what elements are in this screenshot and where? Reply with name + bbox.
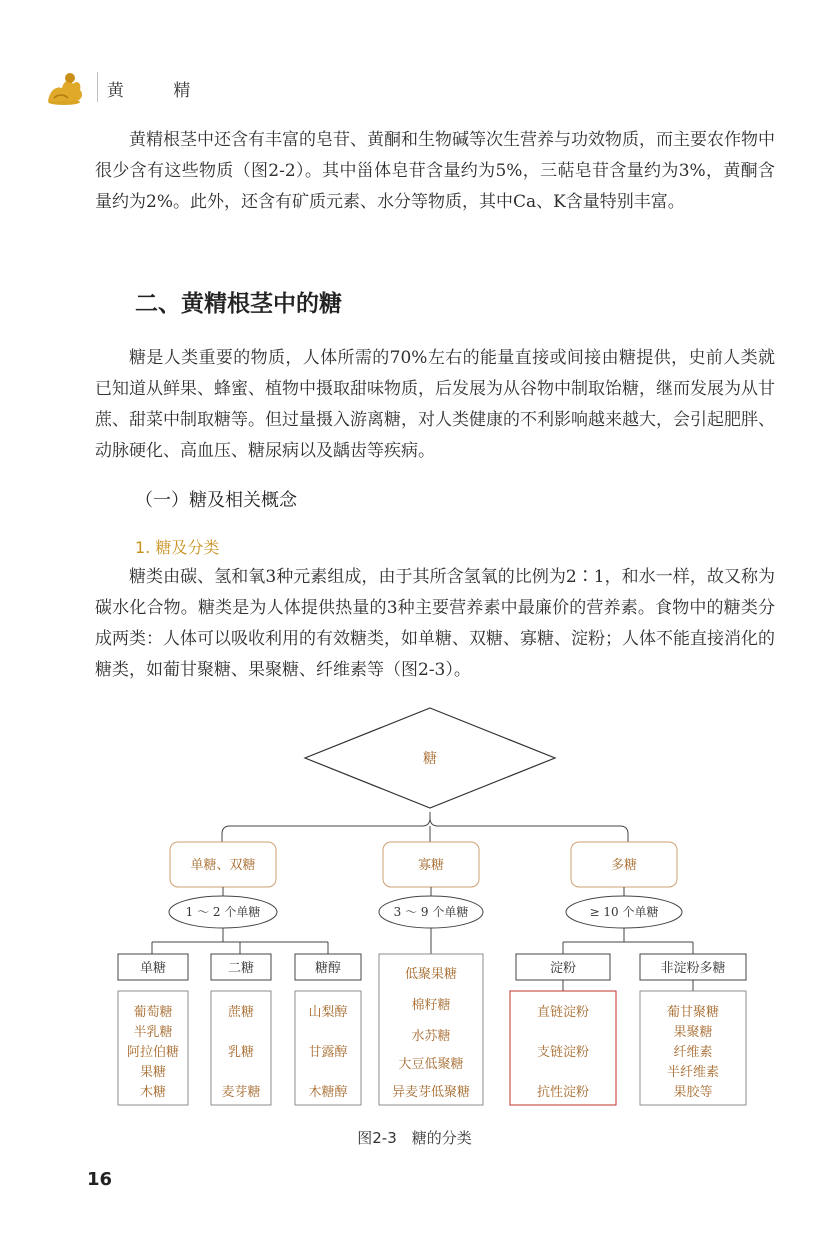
item-paragraph: 糖类由碳、氢和氧3种元素组成，由于其所含氢氧的比例为2∶1，和水一样，故又称为碳水化合物。糖类是为人体提供热量的3种主要营养素中最廉价的营养素。食物中的糖类分成两类：人体可以吸收利用的有效糖类，如单糖、双糖、寡糖、淀粉；人体不能直接消化的糖类，如葡甘聚糖、果聚糖、纤维素等（图2-3）。 bbox=[95, 567, 775, 680]
category-label-di: 二糖 bbox=[227, 961, 255, 976]
intro-paragraph: 黄精根茎中还含有丰富的皂苷、黄酮和生物碱等次生营养与功效物质，而主要农作物中很少含有这些物质（图2-2）。其中甾体皂苷含量约为5%，三萜皂苷含量约为3%，黄酮含量约为2%。此外，还含有矿质元素、水分等物质，其中Ca、K含量特别丰富。 bbox=[95, 130, 775, 212]
item-di: 乳糖 bbox=[227, 1045, 255, 1060]
item-oligo: 大豆低聚糖 bbox=[398, 1057, 464, 1072]
group-count-poly: ≥ 10 个单糖 bbox=[589, 905, 659, 919]
item-di: 蔗糖 bbox=[227, 1005, 255, 1020]
subsection-heading: （一）糖及相关概念 bbox=[135, 490, 297, 511]
category-label-mono: 单糖 bbox=[139, 961, 167, 976]
section-paragraph: 糖是人类重要的物质，人体所需的70%左右的能量直接或间接由糖提供，史前人类就已知道从鲜果、蜂蜜、植物中摄取甜味物质，后发展为从谷物中制取饴糖，继而发展为从甘蔗、甜菜中制取糖等。但过量摄入游离糖，对人类健康的不利影响越来越大，会引起肥胖、动脉硬化、高血压、糖尿病以及龋齿等疾病。 bbox=[95, 348, 775, 461]
page-number: 16 bbox=[87, 1169, 113, 1190]
group-count-mono-di: 1 ～ 2 个单糖 bbox=[185, 905, 261, 919]
group-name-mono-di: 单糖、双糖 bbox=[190, 858, 256, 873]
golden-figure-logo-icon bbox=[40, 68, 88, 106]
item-nonstarch: 葡甘聚糖 bbox=[666, 1005, 720, 1020]
category-label-nonstarch: 非淀粉多糖 bbox=[660, 961, 726, 976]
item-starch: 抗性淀粉 bbox=[536, 1085, 590, 1100]
category-label-starch: 淀粉 bbox=[549, 961, 577, 976]
item-oligo: 异麦芽低聚糖 bbox=[391, 1085, 471, 1100]
item-mono: 葡萄糖 bbox=[133, 1005, 173, 1020]
category-label-alcohol: 糖醇 bbox=[314, 961, 342, 976]
root-label: 糖 bbox=[423, 751, 437, 767]
header-divider bbox=[97, 72, 98, 102]
item-mono: 果糖 bbox=[139, 1065, 167, 1080]
item-heading: 1. 糖及分类 bbox=[135, 538, 220, 557]
item-starch: 直链淀粉 bbox=[536, 1005, 590, 1020]
item-mono: 半乳糖 bbox=[133, 1025, 173, 1040]
item-nonstarch: 果胶等 bbox=[673, 1085, 713, 1100]
item-alcohol: 甘露醇 bbox=[308, 1045, 348, 1060]
item-di: 麦芽糖 bbox=[221, 1085, 261, 1100]
item-nonstarch: 果聚糖 bbox=[673, 1025, 713, 1040]
item-nonstarch: 纤维素 bbox=[673, 1045, 713, 1060]
header-title: 黄 精 bbox=[107, 81, 213, 101]
group-count-oligo: 3 ～ 9 个单糖 bbox=[393, 905, 469, 919]
item-oligo: 水苏糖 bbox=[411, 1029, 451, 1044]
item-oligo: 棉籽糖 bbox=[411, 998, 451, 1013]
item-oligo: 低聚果糖 bbox=[404, 967, 458, 982]
sugar-classification-diagram bbox=[100, 700, 760, 1130]
item-alcohol: 山梨醇 bbox=[308, 1005, 348, 1020]
figure-caption: 图2-3 糖的分类 bbox=[357, 1129, 472, 1147]
item-starch: 支链淀粉 bbox=[536, 1045, 590, 1060]
group-name-poly: 多糖 bbox=[610, 858, 638, 873]
item-alcohol: 木糖醇 bbox=[308, 1085, 348, 1100]
item-mono: 木糖 bbox=[139, 1085, 167, 1100]
item-mono: 阿拉伯糖 bbox=[126, 1045, 180, 1060]
item-nonstarch: 半纤维素 bbox=[666, 1065, 720, 1080]
section-heading: 二、黄精根茎中的糖 bbox=[135, 291, 342, 317]
group-name-oligo: 寡糖 bbox=[417, 858, 445, 873]
